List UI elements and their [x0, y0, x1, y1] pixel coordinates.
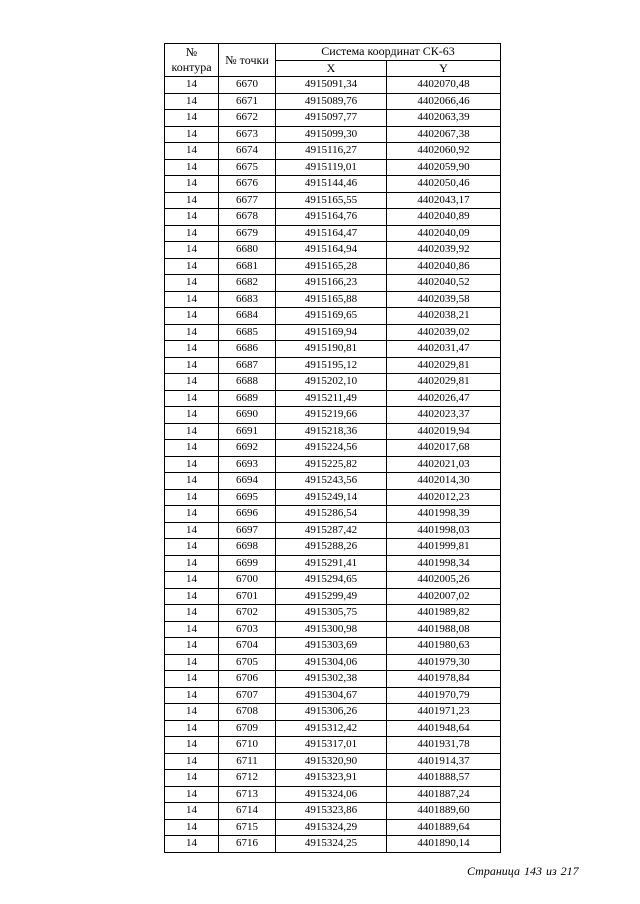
row-point-cell: 6673 — [219, 126, 276, 143]
row-x-cell: 4915099,30 — [276, 126, 387, 143]
row-y-cell: 4402012,23 — [387, 489, 501, 506]
table-row — [165, 572, 501, 589]
row-contour-cell: 14 — [165, 555, 219, 572]
table-row — [165, 258, 501, 275]
row-point-cell: 6698 — [219, 539, 276, 556]
row-contour-cell: 14 — [165, 341, 219, 358]
row-contour-cell: 14 — [165, 357, 219, 374]
row-x-cell: 4915165,28 — [276, 258, 387, 275]
row-contour-cell: 14 — [165, 786, 219, 803]
row-contour-cell: 14 — [165, 110, 219, 127]
row-contour-cell: 14 — [165, 803, 219, 820]
row-point-cell: 6687 — [219, 357, 276, 374]
row-x-cell: 4915165,55 — [276, 192, 387, 209]
row-y-cell: 4402063,39 — [387, 110, 501, 127]
coordinate-system-header: Система координат СК-63 — [276, 44, 501, 61]
row-y-cell: 4402023,37 — [387, 407, 501, 424]
row-contour-cell: 14 — [165, 374, 219, 391]
row-point-cell: 6689 — [219, 390, 276, 407]
table-row — [165, 176, 501, 193]
row-contour-cell: 14 — [165, 687, 219, 704]
row-x-cell: 4915089,76 — [276, 93, 387, 110]
row-contour-cell: 14 — [165, 654, 219, 671]
row-y-cell: 4402021,03 — [387, 456, 501, 473]
row-x-cell: 4915305,75 — [276, 605, 387, 622]
row-point-cell: 6710 — [219, 737, 276, 754]
row-x-cell: 4915164,47 — [276, 225, 387, 242]
row-y-cell: 4401971,23 — [387, 704, 501, 721]
row-x-cell: 4915291,41 — [276, 555, 387, 572]
row-point-cell: 6702 — [219, 605, 276, 622]
row-x-cell: 4915119,01 — [276, 159, 387, 176]
row-contour-cell: 14 — [165, 291, 219, 308]
table-header-row — [165, 44, 501, 61]
row-y-cell: 4402070,48 — [387, 77, 501, 94]
row-y-cell: 4402029,81 — [387, 374, 501, 391]
row-point-cell: 6714 — [219, 803, 276, 820]
row-y-cell: 4401980,63 — [387, 638, 501, 655]
row-x-cell: 4915300,98 — [276, 621, 387, 638]
row-x-cell: 4915225,82 — [276, 456, 387, 473]
row-contour-cell: 14 — [165, 275, 219, 292]
row-y-cell: 4402040,52 — [387, 275, 501, 292]
table-row — [165, 836, 501, 853]
table-row — [165, 242, 501, 259]
table-row — [165, 605, 501, 622]
row-y-cell: 4401989,82 — [387, 605, 501, 622]
table-row — [165, 110, 501, 127]
row-x-cell: 4915294,65 — [276, 572, 387, 589]
row-x-cell: 4915312,42 — [276, 720, 387, 737]
row-x-cell: 4915218,36 — [276, 423, 387, 440]
contour-number-header-line1: № — [185, 45, 198, 59]
row-point-cell: 6671 — [219, 93, 276, 110]
row-y-cell: 4401887,24 — [387, 786, 501, 803]
row-x-cell: 4915169,94 — [276, 324, 387, 341]
row-x-cell: 4915219,66 — [276, 407, 387, 424]
row-point-cell: 6703 — [219, 621, 276, 638]
table-row — [165, 819, 501, 836]
row-x-cell: 4915302,38 — [276, 671, 387, 688]
row-contour-cell: 14 — [165, 605, 219, 622]
row-point-cell: 6672 — [219, 110, 276, 127]
point-number-header: № точки — [219, 44, 276, 77]
row-contour-cell: 14 — [165, 506, 219, 523]
row-contour-cell: 14 — [165, 836, 219, 853]
table-row — [165, 753, 501, 770]
table-row — [165, 291, 501, 308]
row-point-cell: 6675 — [219, 159, 276, 176]
row-point-cell: 6707 — [219, 687, 276, 704]
row-y-cell: 4402066,46 — [387, 93, 501, 110]
row-contour-cell: 14 — [165, 819, 219, 836]
table-row — [165, 192, 501, 209]
table-row — [165, 704, 501, 721]
row-contour-cell: 14 — [165, 720, 219, 737]
row-x-cell: 4915320,90 — [276, 753, 387, 770]
row-point-cell: 6685 — [219, 324, 276, 341]
row-contour-cell: 14 — [165, 390, 219, 407]
row-point-cell: 6690 — [219, 407, 276, 424]
row-contour-cell: 14 — [165, 407, 219, 424]
row-y-cell: 4401998,39 — [387, 506, 501, 523]
row-x-cell: 4915190,81 — [276, 341, 387, 358]
row-y-cell: 4402017,68 — [387, 440, 501, 457]
table-row — [165, 407, 501, 424]
row-point-cell: 6705 — [219, 654, 276, 671]
table-row — [165, 77, 501, 94]
row-x-cell: 4915249,14 — [276, 489, 387, 506]
row-y-cell: 4401998,03 — [387, 522, 501, 539]
row-point-cell: 6691 — [219, 423, 276, 440]
row-y-cell: 4401890,14 — [387, 836, 501, 853]
row-x-cell: 4915286,54 — [276, 506, 387, 523]
row-x-cell: 4915202,10 — [276, 374, 387, 391]
row-point-cell: 6712 — [219, 770, 276, 787]
row-point-cell: 6697 — [219, 522, 276, 539]
row-y-cell: 4401978,84 — [387, 671, 501, 688]
table-row — [165, 473, 501, 490]
table-row — [165, 456, 501, 473]
row-contour-cell: 14 — [165, 176, 219, 193]
row-x-cell: 4915304,06 — [276, 654, 387, 671]
row-y-cell: 4401889,64 — [387, 819, 501, 836]
row-y-cell: 4401914,37 — [387, 753, 501, 770]
table-row — [165, 440, 501, 457]
row-point-cell: 6704 — [219, 638, 276, 655]
row-y-cell: 4402014,30 — [387, 473, 501, 490]
row-contour-cell: 14 — [165, 753, 219, 770]
row-contour-cell: 14 — [165, 671, 219, 688]
row-y-cell: 4402039,92 — [387, 242, 501, 259]
table-row — [165, 390, 501, 407]
row-point-cell: 6688 — [219, 374, 276, 391]
row-x-cell: 4915303,69 — [276, 638, 387, 655]
y-column-header: Y — [387, 60, 501, 77]
row-point-cell: 6692 — [219, 440, 276, 457]
row-point-cell: 6694 — [219, 473, 276, 490]
table-row — [165, 786, 501, 803]
row-x-cell: 4915211,49 — [276, 390, 387, 407]
row-x-cell: 4915317,01 — [276, 737, 387, 754]
row-y-cell: 4401931,78 — [387, 737, 501, 754]
row-contour-cell: 14 — [165, 588, 219, 605]
row-y-cell: 4402039,02 — [387, 324, 501, 341]
row-x-cell: 4915243,56 — [276, 473, 387, 490]
row-y-cell: 4401889,60 — [387, 803, 501, 820]
page-word: Страница — [467, 864, 520, 878]
row-contour-cell: 14 — [165, 770, 219, 787]
row-point-cell: 6674 — [219, 143, 276, 160]
row-point-cell: 6700 — [219, 572, 276, 589]
row-x-cell: 4915164,76 — [276, 209, 387, 226]
table-body — [165, 77, 501, 853]
table-row — [165, 341, 501, 358]
table-row — [165, 555, 501, 572]
contour-number-header — [165, 44, 219, 77]
table-row — [165, 621, 501, 638]
row-y-cell: 4402050,46 — [387, 176, 501, 193]
row-x-cell: 4915224,56 — [276, 440, 387, 457]
row-point-cell: 6713 — [219, 786, 276, 803]
row-x-cell: 4915306,26 — [276, 704, 387, 721]
row-y-cell: 4402060,92 — [387, 143, 501, 160]
row-y-cell: 4402029,81 — [387, 357, 501, 374]
table-row — [165, 225, 501, 242]
row-point-cell: 6684 — [219, 308, 276, 325]
row-x-cell: 4915169,65 — [276, 308, 387, 325]
row-x-cell: 4915144,46 — [276, 176, 387, 193]
table-row — [165, 159, 501, 176]
row-contour-cell: 14 — [165, 143, 219, 160]
row-contour-cell: 14 — [165, 242, 219, 259]
row-contour-cell: 14 — [165, 192, 219, 209]
row-y-cell: 4402040,86 — [387, 258, 501, 275]
row-y-cell: 4401979,30 — [387, 654, 501, 671]
coordinates-table — [164, 43, 501, 853]
row-contour-cell: 14 — [165, 423, 219, 440]
row-contour-cell: 14 — [165, 308, 219, 325]
row-x-cell: 4915165,88 — [276, 291, 387, 308]
table-row — [165, 770, 501, 787]
row-point-cell: 6711 — [219, 753, 276, 770]
row-x-cell: 4915324,29 — [276, 819, 387, 836]
row-y-cell: 4402043,17 — [387, 192, 501, 209]
row-contour-cell: 14 — [165, 440, 219, 457]
table-row — [165, 720, 501, 737]
row-contour-cell: 14 — [165, 456, 219, 473]
row-x-cell: 4915164,94 — [276, 242, 387, 259]
row-point-cell: 6699 — [219, 555, 276, 572]
row-x-cell: 4915166,23 — [276, 275, 387, 292]
row-contour-cell: 14 — [165, 93, 219, 110]
row-point-cell: 6695 — [219, 489, 276, 506]
row-x-cell: 4915324,25 — [276, 836, 387, 853]
table-row — [165, 324, 501, 341]
row-x-cell: 4915323,86 — [276, 803, 387, 820]
page-footer — [467, 864, 579, 879]
row-y-cell: 4401948,64 — [387, 720, 501, 737]
table-row — [165, 654, 501, 671]
table-row — [165, 803, 501, 820]
row-y-cell: 4401999,81 — [387, 539, 501, 556]
page-current: 143 — [523, 864, 542, 878]
row-contour-cell: 14 — [165, 473, 219, 490]
row-y-cell: 4401888,57 — [387, 770, 501, 787]
x-column-header: X — [276, 60, 387, 77]
row-point-cell: 6680 — [219, 242, 276, 259]
table-row — [165, 209, 501, 226]
row-contour-cell: 14 — [165, 225, 219, 242]
row-point-cell: 6701 — [219, 588, 276, 605]
row-y-cell: 4402040,89 — [387, 209, 501, 226]
row-y-cell: 4402005,26 — [387, 572, 501, 589]
row-contour-cell: 14 — [165, 621, 219, 638]
row-contour-cell: 14 — [165, 324, 219, 341]
row-y-cell: 4401970,79 — [387, 687, 501, 704]
row-x-cell: 4915091,34 — [276, 77, 387, 94]
row-x-cell: 4915323,91 — [276, 770, 387, 787]
row-point-cell: 6716 — [219, 836, 276, 853]
row-x-cell: 4915116,27 — [276, 143, 387, 160]
row-x-cell: 4915195,12 — [276, 357, 387, 374]
row-y-cell: 4402038,21 — [387, 308, 501, 325]
row-x-cell: 4915324,06 — [276, 786, 387, 803]
row-y-cell: 4402067,38 — [387, 126, 501, 143]
row-y-cell: 4402019,94 — [387, 423, 501, 440]
row-contour-cell: 14 — [165, 522, 219, 539]
row-y-cell: 4401998,34 — [387, 555, 501, 572]
row-y-cell: 4402039,58 — [387, 291, 501, 308]
row-y-cell: 4402040,09 — [387, 225, 501, 242]
table-row — [165, 489, 501, 506]
row-contour-cell: 14 — [165, 258, 219, 275]
row-point-cell: 6683 — [219, 291, 276, 308]
row-x-cell: 4915288,26 — [276, 539, 387, 556]
row-y-cell: 4402026,47 — [387, 390, 501, 407]
table-row — [165, 671, 501, 688]
row-contour-cell: 14 — [165, 539, 219, 556]
table-row — [165, 308, 501, 325]
row-contour-cell: 14 — [165, 489, 219, 506]
row-contour-cell: 14 — [165, 77, 219, 94]
row-point-cell: 6679 — [219, 225, 276, 242]
row-point-cell: 6678 — [219, 209, 276, 226]
row-contour-cell: 14 — [165, 704, 219, 721]
row-y-cell: 4402059,90 — [387, 159, 501, 176]
row-x-cell: 4915299,49 — [276, 588, 387, 605]
row-point-cell: 6706 — [219, 671, 276, 688]
row-point-cell: 6693 — [219, 456, 276, 473]
row-point-cell: 6676 — [219, 176, 276, 193]
row-contour-cell: 14 — [165, 638, 219, 655]
row-y-cell: 4401988,08 — [387, 621, 501, 638]
table-row — [165, 126, 501, 143]
row-contour-cell: 14 — [165, 572, 219, 589]
row-point-cell: 6709 — [219, 720, 276, 737]
row-point-cell: 6708 — [219, 704, 276, 721]
table-row — [165, 357, 501, 374]
contour-number-header-line2: контура — [171, 60, 212, 74]
page-of-word: из — [545, 864, 557, 878]
table-row — [165, 539, 501, 556]
page-total: 217 — [560, 864, 579, 878]
row-x-cell: 4915287,42 — [276, 522, 387, 539]
row-point-cell: 6696 — [219, 506, 276, 523]
table-row — [165, 522, 501, 539]
row-y-cell: 4402031,47 — [387, 341, 501, 358]
row-x-cell: 4915097,77 — [276, 110, 387, 127]
row-point-cell: 6682 — [219, 275, 276, 292]
table-row — [165, 687, 501, 704]
row-point-cell: 6670 — [219, 77, 276, 94]
table-row — [165, 588, 501, 605]
table-row — [165, 275, 501, 292]
table-row — [165, 737, 501, 754]
row-point-cell: 6715 — [219, 819, 276, 836]
table-row — [165, 423, 501, 440]
row-contour-cell: 14 — [165, 159, 219, 176]
row-point-cell: 6681 — [219, 258, 276, 275]
row-x-cell: 4915304,67 — [276, 687, 387, 704]
table-row — [165, 143, 501, 160]
table-row — [165, 93, 501, 110]
row-contour-cell: 14 — [165, 126, 219, 143]
row-contour-cell: 14 — [165, 737, 219, 754]
row-contour-cell: 14 — [165, 209, 219, 226]
table-row — [165, 638, 501, 655]
row-point-cell: 6677 — [219, 192, 276, 209]
table-row — [165, 506, 501, 523]
row-point-cell: 6686 — [219, 341, 276, 358]
table-row — [165, 374, 501, 391]
row-y-cell: 4402007,02 — [387, 588, 501, 605]
